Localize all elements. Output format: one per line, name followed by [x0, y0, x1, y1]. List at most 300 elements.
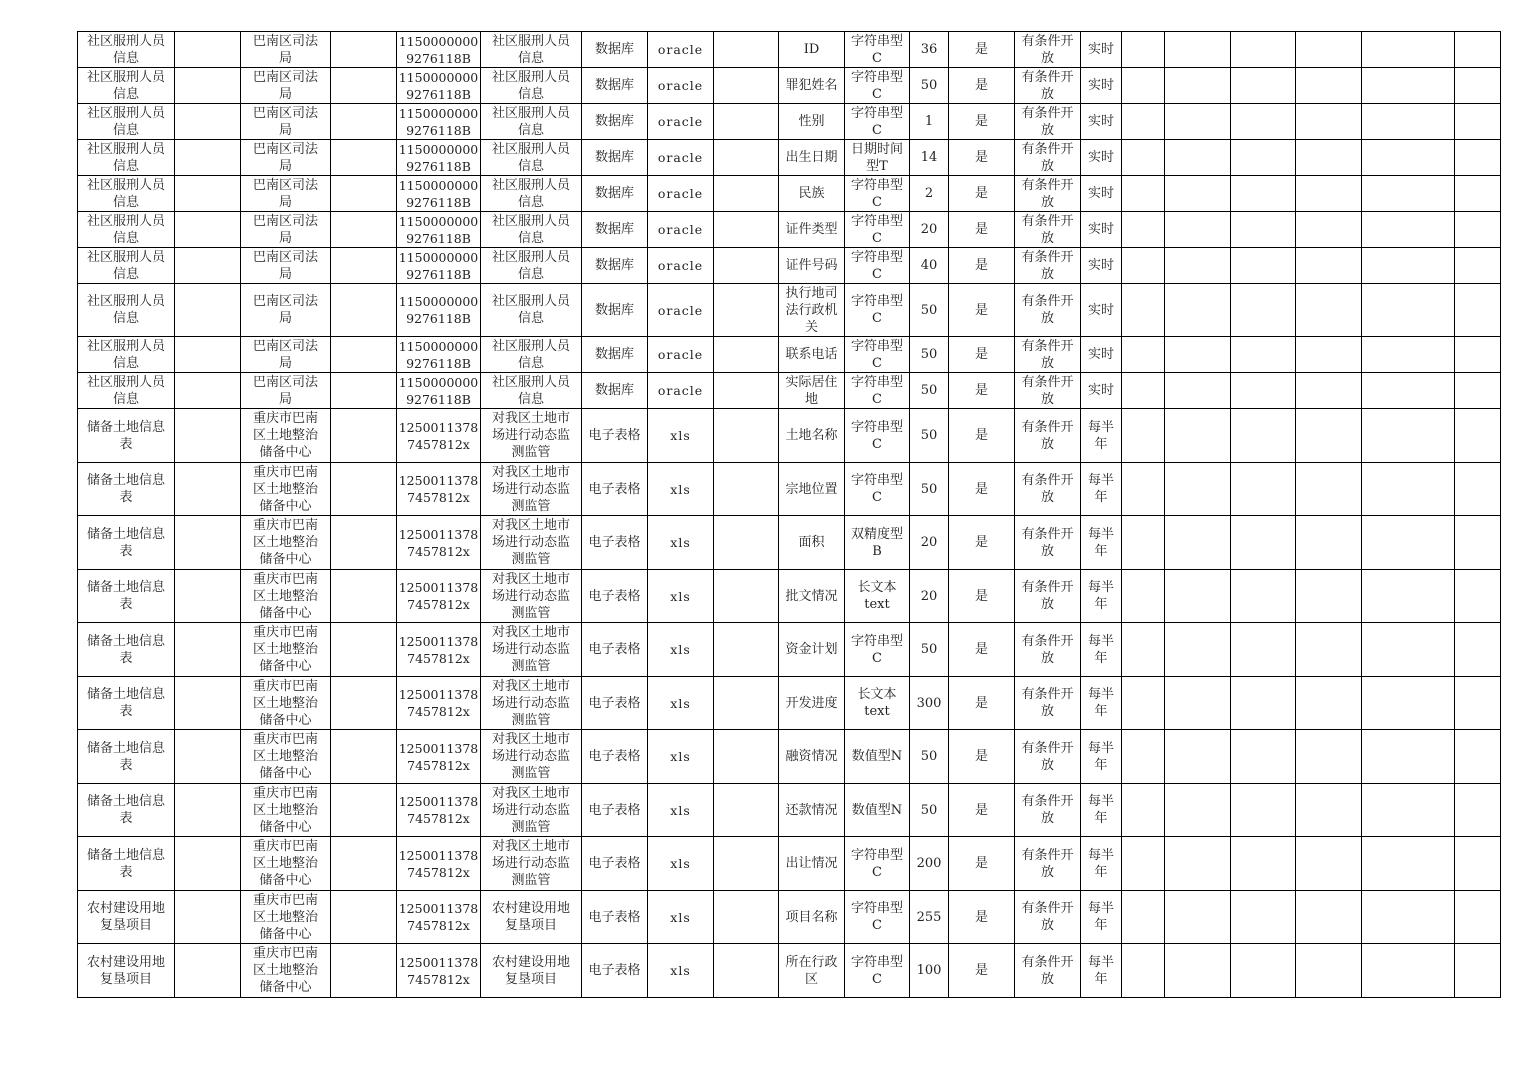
cell-blank-col-b: [175, 570, 241, 623]
cell-field-name: 面积: [779, 516, 845, 570]
cell-field-name: 性别: [779, 104, 845, 140]
cell-update-cycle: 实时: [1081, 32, 1122, 68]
cell-extra-col-r: [1231, 104, 1296, 140]
cell-blank-col-b: [175, 212, 241, 248]
cell-provider-dept: 巴南区司法 局: [241, 373, 331, 409]
cell-extra-col-r: [1231, 140, 1296, 176]
cell-field-name: 开发进度: [779, 677, 845, 730]
cell-field-name: 联系电话: [779, 337, 845, 373]
cell-field-name: 融资情况: [779, 730, 845, 784]
cell-shareable: 是: [949, 784, 1015, 837]
table-row: [78, 212, 1501, 248]
cell-org-code: 1250011378 7457812x: [397, 516, 481, 570]
cell-extra-col-r: [1231, 570, 1296, 623]
cell-blank-col-b: [175, 140, 241, 176]
cell-field-type: 长文本 text: [845, 570, 910, 623]
cell-resource-summary: 社区服刑人员 信息: [481, 212, 582, 248]
cell-extra-col-t: [1362, 248, 1455, 284]
cell-org-code: 1150000000 9276118B: [397, 32, 481, 68]
table-row: [78, 837, 1501, 891]
cell-extra-col-r: [1231, 176, 1296, 212]
cell-resource-name: 社区服刑人员 信息: [78, 68, 175, 104]
cell-org-code: 1150000000 9276118B: [397, 212, 481, 248]
cell-storage-type: 电子表格: [582, 623, 648, 677]
cell-extra-col-t: [1362, 409, 1455, 463]
cell-extra-col-r: [1231, 248, 1296, 284]
cell-update-cycle: 每半 年: [1081, 837, 1122, 891]
cell-open-type: 有条件开 放: [1015, 837, 1081, 891]
cell-extra-col-u: [1455, 68, 1501, 104]
cell-field-type: 字符串型 C: [845, 409, 910, 463]
cell-open-type: 有条件开 放: [1015, 677, 1081, 730]
cell-extra-col-p: [1122, 68, 1165, 104]
cell-field-type: 字符串型 C: [845, 944, 910, 998]
cell-field-name: 批文情况: [779, 570, 845, 623]
cell-resource-name: 储备土地信息 表: [78, 730, 175, 784]
cell-extra-col-s: [1296, 212, 1362, 248]
cell-update-cycle: 每半 年: [1081, 677, 1122, 730]
cell-field-type: 字符串型 C: [845, 373, 910, 409]
cell-open-type: 有条件开 放: [1015, 140, 1081, 176]
cell-resource-summary: 对我区土地市 场进行动态监 测监管: [481, 570, 582, 623]
table-row: [78, 68, 1501, 104]
cell-blank-col-i: [714, 730, 779, 784]
cell-org-code: 1150000000 9276118B: [397, 104, 481, 140]
cell-open-type: 有条件开 放: [1015, 570, 1081, 623]
cell-field-length: 50: [910, 68, 949, 104]
cell-blank-col-d: [331, 944, 397, 998]
cell-provider-dept: 重庆市巴南 区土地整治 储备中心: [241, 463, 331, 516]
cell-blank-col-b: [175, 784, 241, 837]
cell-resource-summary: 社区服刑人员 信息: [481, 248, 582, 284]
cell-storage-type: 数据库: [582, 337, 648, 373]
cell-shareable: 是: [949, 32, 1015, 68]
cell-field-type: 字符串型 C: [845, 891, 910, 944]
cell-resource-summary: 对我区土地市 场进行动态监 测监管: [481, 516, 582, 570]
table-row: [78, 32, 1501, 68]
cell-update-cycle: 实时: [1081, 337, 1122, 373]
cell-open-type: 有条件开 放: [1015, 891, 1081, 944]
cell-resource-summary: 对我区土地市 场进行动态监 测监管: [481, 623, 582, 677]
table-row: [78, 944, 1501, 998]
cell-resource-summary: 社区服刑人员 信息: [481, 373, 582, 409]
cell-resource-summary: 社区服刑人员 信息: [481, 68, 582, 104]
cell-org-code: 1250011378 7457812x: [397, 409, 481, 463]
cell-provider-dept: 巴南区司法 局: [241, 68, 331, 104]
cell-extra-col-u: [1455, 944, 1501, 998]
cell-blank-col-d: [331, 837, 397, 891]
cell-field-name: 罪犯姓名: [779, 68, 845, 104]
cell-field-type: 双精度型 B: [845, 516, 910, 570]
cell-storage-type: 电子表格: [582, 944, 648, 998]
cell-field-length: 14: [910, 140, 949, 176]
cell-shareable: 是: [949, 677, 1015, 730]
cell-field-length: 20: [910, 516, 949, 570]
cell-blank-col-i: [714, 104, 779, 140]
cell-extra-col-s: [1296, 784, 1362, 837]
cell-extra-col-t: [1362, 570, 1455, 623]
cell-extra-col-u: [1455, 891, 1501, 944]
cell-extra-col-s: [1296, 837, 1362, 891]
cell-blank-col-i: [714, 140, 779, 176]
cell-field-type: 字符串型 C: [845, 623, 910, 677]
cell-extra-col-t: [1362, 837, 1455, 891]
cell-format: xls: [648, 409, 714, 463]
cell-storage-type: 数据库: [582, 373, 648, 409]
cell-org-code: 1250011378 7457812x: [397, 730, 481, 784]
table-row: [78, 677, 1501, 730]
cell-extra-col-q: [1165, 104, 1231, 140]
cell-blank-col-d: [331, 463, 397, 516]
cell-extra-col-t: [1362, 463, 1455, 516]
cell-blank-col-d: [331, 248, 397, 284]
cell-extra-col-u: [1455, 623, 1501, 677]
cell-resource-summary: 农村建设用地 复垦项目: [481, 944, 582, 998]
cell-provider-dept: 巴南区司法 局: [241, 284, 331, 337]
cell-provider-dept: 重庆市巴南 区土地整治 储备中心: [241, 570, 331, 623]
cell-resource-summary: 对我区土地市 场进行动态监 测监管: [481, 730, 582, 784]
cell-blank-col-d: [331, 409, 397, 463]
cell-field-type: 字符串型 C: [845, 32, 910, 68]
cell-extra-col-t: [1362, 176, 1455, 212]
cell-open-type: 有条件开 放: [1015, 463, 1081, 516]
cell-blank-col-b: [175, 373, 241, 409]
cell-extra-col-s: [1296, 623, 1362, 677]
cell-extra-col-u: [1455, 516, 1501, 570]
cell-shareable: 是: [949, 284, 1015, 337]
cell-resource-name: 社区服刑人员 信息: [78, 32, 175, 68]
cell-org-code: 1150000000 9276118B: [397, 337, 481, 373]
cell-extra-col-q: [1165, 891, 1231, 944]
cell-format: oracle: [648, 284, 714, 337]
cell-blank-col-i: [714, 176, 779, 212]
cell-resource-summary: 对我区土地市 场进行动态监 测监管: [481, 409, 582, 463]
cell-field-type: 字符串型 C: [845, 284, 910, 337]
cell-blank-col-b: [175, 68, 241, 104]
cell-resource-name: 农村建设用地 复垦项目: [78, 944, 175, 998]
cell-extra-col-t: [1362, 623, 1455, 677]
cell-extra-col-q: [1165, 248, 1231, 284]
cell-open-type: 有条件开 放: [1015, 730, 1081, 784]
cell-blank-col-d: [331, 677, 397, 730]
cell-format: oracle: [648, 140, 714, 176]
cell-update-cycle: 每半 年: [1081, 570, 1122, 623]
cell-format: oracle: [648, 248, 714, 284]
cell-storage-type: 数据库: [582, 176, 648, 212]
table-row: [78, 337, 1501, 373]
cell-extra-col-q: [1165, 284, 1231, 337]
cell-extra-col-r: [1231, 212, 1296, 248]
cell-extra-col-t: [1362, 944, 1455, 998]
cell-shareable: 是: [949, 891, 1015, 944]
cell-org-code: 1150000000 9276118B: [397, 373, 481, 409]
cell-blank-col-i: [714, 516, 779, 570]
cell-extra-col-u: [1455, 140, 1501, 176]
cell-extra-col-q: [1165, 570, 1231, 623]
cell-shareable: 是: [949, 570, 1015, 623]
cell-provider-dept: 巴南区司法 局: [241, 140, 331, 176]
cell-blank-col-b: [175, 248, 241, 284]
cell-blank-col-d: [331, 730, 397, 784]
cell-extra-col-t: [1362, 140, 1455, 176]
cell-extra-col-u: [1455, 212, 1501, 248]
cell-blank-col-b: [175, 32, 241, 68]
cell-field-length: 100: [910, 944, 949, 998]
cell-blank-col-b: [175, 730, 241, 784]
cell-extra-col-r: [1231, 337, 1296, 373]
cell-update-cycle: 实时: [1081, 68, 1122, 104]
table-row: [78, 570, 1501, 623]
cell-provider-dept: 重庆市巴南 区土地整治 储备中心: [241, 944, 331, 998]
cell-extra-col-u: [1455, 784, 1501, 837]
cell-extra-col-u: [1455, 284, 1501, 337]
cell-provider-dept: 巴南区司法 局: [241, 176, 331, 212]
cell-blank-col-b: [175, 837, 241, 891]
cell-org-code: 1150000000 9276118B: [397, 248, 481, 284]
cell-field-length: 2: [910, 176, 949, 212]
cell-blank-col-d: [331, 32, 397, 68]
cell-extra-col-q: [1165, 837, 1231, 891]
cell-extra-col-s: [1296, 32, 1362, 68]
cell-blank-col-b: [175, 284, 241, 337]
cell-provider-dept: 重庆市巴南 区土地整治 储备中心: [241, 623, 331, 677]
cell-extra-col-s: [1296, 891, 1362, 944]
table-row: [78, 730, 1501, 784]
cell-extra-col-p: [1122, 409, 1165, 463]
cell-format: xls: [648, 730, 714, 784]
cell-blank-col-d: [331, 784, 397, 837]
cell-extra-col-p: [1122, 140, 1165, 176]
cell-format: xls: [648, 784, 714, 837]
table-row: [78, 284, 1501, 337]
cell-blank-col-b: [175, 944, 241, 998]
cell-blank-col-d: [331, 570, 397, 623]
cell-extra-col-q: [1165, 516, 1231, 570]
cell-open-type: 有条件开 放: [1015, 104, 1081, 140]
cell-resource-summary: 对我区土地市 场进行动态监 测监管: [481, 837, 582, 891]
cell-field-name: 证件号码: [779, 248, 845, 284]
cell-storage-type: 电子表格: [582, 730, 648, 784]
cell-org-code: 1250011378 7457812x: [397, 784, 481, 837]
cell-update-cycle: 实时: [1081, 104, 1122, 140]
cell-extra-col-r: [1231, 284, 1296, 337]
cell-blank-col-b: [175, 409, 241, 463]
cell-format: xls: [648, 837, 714, 891]
cell-blank-col-i: [714, 337, 779, 373]
cell-extra-col-t: [1362, 337, 1455, 373]
cell-field-length: 50: [910, 284, 949, 337]
cell-storage-type: 电子表格: [582, 891, 648, 944]
cell-provider-dept: 重庆市巴南 区土地整治 储备中心: [241, 837, 331, 891]
cell-field-name: 资金计划: [779, 623, 845, 677]
cell-provider-dept: 巴南区司法 局: [241, 337, 331, 373]
cell-extra-col-u: [1455, 837, 1501, 891]
cell-shareable: 是: [949, 176, 1015, 212]
cell-blank-col-b: [175, 623, 241, 677]
cell-open-type: 有条件开 放: [1015, 784, 1081, 837]
cell-shareable: 是: [949, 337, 1015, 373]
cell-blank-col-d: [331, 623, 397, 677]
cell-update-cycle: 每半 年: [1081, 784, 1122, 837]
cell-field-name: ID: [779, 32, 845, 68]
cell-field-type: 长文本 text: [845, 677, 910, 730]
cell-storage-type: 数据库: [582, 212, 648, 248]
cell-provider-dept: 重庆市巴南 区土地整治 储备中心: [241, 409, 331, 463]
cell-blank-col-i: [714, 891, 779, 944]
cell-shareable: 是: [949, 944, 1015, 998]
cell-extra-col-u: [1455, 677, 1501, 730]
cell-resource-name: 社区服刑人员 信息: [78, 104, 175, 140]
cell-shareable: 是: [949, 463, 1015, 516]
cell-extra-col-p: [1122, 463, 1165, 516]
cell-extra-col-t: [1362, 730, 1455, 784]
cell-extra-col-t: [1362, 516, 1455, 570]
cell-extra-col-r: [1231, 373, 1296, 409]
table-row: [78, 176, 1501, 212]
cell-blank-col-b: [175, 891, 241, 944]
cell-blank-col-i: [714, 68, 779, 104]
cell-update-cycle: 实时: [1081, 248, 1122, 284]
cell-provider-dept: 巴南区司法 局: [241, 212, 331, 248]
cell-extra-col-q: [1165, 68, 1231, 104]
cell-provider-dept: 巴南区司法 局: [241, 104, 331, 140]
cell-blank-col-i: [714, 248, 779, 284]
cell-resource-name: 储备土地信息 表: [78, 784, 175, 837]
cell-field-length: 50: [910, 409, 949, 463]
cell-resource-name: 社区服刑人员 信息: [78, 337, 175, 373]
cell-blank-col-i: [714, 284, 779, 337]
table-row: [78, 104, 1501, 140]
cell-extra-col-s: [1296, 944, 1362, 998]
cell-extra-col-u: [1455, 463, 1501, 516]
table-row: [78, 516, 1501, 570]
cell-provider-dept: 巴南区司法 局: [241, 32, 331, 68]
cell-field-length: 20: [910, 212, 949, 248]
cell-resource-name: 社区服刑人员 信息: [78, 248, 175, 284]
cell-org-code: 1150000000 9276118B: [397, 140, 481, 176]
cell-field-length: 20: [910, 570, 949, 623]
cell-extra-col-q: [1165, 677, 1231, 730]
cell-extra-col-p: [1122, 337, 1165, 373]
cell-extra-col-q: [1165, 337, 1231, 373]
cell-extra-col-s: [1296, 284, 1362, 337]
cell-field-name: 土地名称: [779, 409, 845, 463]
cell-resource-name: 社区服刑人员 信息: [78, 212, 175, 248]
cell-resource-name: 社区服刑人员 信息: [78, 176, 175, 212]
cell-open-type: 有条件开 放: [1015, 68, 1081, 104]
cell-update-cycle: 实时: [1081, 212, 1122, 248]
cell-field-type: 字符串型 C: [845, 337, 910, 373]
cell-storage-type: 电子表格: [582, 837, 648, 891]
cell-extra-col-s: [1296, 730, 1362, 784]
cell-field-length: 50: [910, 373, 949, 409]
cell-extra-col-s: [1296, 677, 1362, 730]
cell-blank-col-d: [331, 373, 397, 409]
cell-extra-col-u: [1455, 248, 1501, 284]
cell-field-name: 还款情况: [779, 784, 845, 837]
cell-org-code: 1250011378 7457812x: [397, 891, 481, 944]
cell-extra-col-s: [1296, 140, 1362, 176]
cell-field-type: 字符串型 C: [845, 68, 910, 104]
cell-field-length: 255: [910, 891, 949, 944]
cell-blank-col-i: [714, 32, 779, 68]
cell-extra-col-s: [1296, 570, 1362, 623]
cell-blank-col-i: [714, 570, 779, 623]
cell-resource-summary: 社区服刑人员 信息: [481, 104, 582, 140]
cell-extra-col-p: [1122, 944, 1165, 998]
table-row: [78, 784, 1501, 837]
cell-storage-type: 数据库: [582, 248, 648, 284]
cell-field-name: 执行地司 法行政机 关: [779, 284, 845, 337]
cell-shareable: 是: [949, 730, 1015, 784]
cell-resource-name: 储备土地信息 表: [78, 409, 175, 463]
cell-field-name: 项目名称: [779, 891, 845, 944]
cell-update-cycle: 实时: [1081, 373, 1122, 409]
cell-extra-col-q: [1165, 730, 1231, 784]
cell-shareable: 是: [949, 409, 1015, 463]
cell-extra-col-u: [1455, 176, 1501, 212]
cell-storage-type: 数据库: [582, 104, 648, 140]
cell-extra-col-q: [1165, 784, 1231, 837]
cell-format: oracle: [648, 373, 714, 409]
cell-extra-col-p: [1122, 623, 1165, 677]
cell-update-cycle: 每半 年: [1081, 623, 1122, 677]
cell-format: xls: [648, 623, 714, 677]
cell-storage-type: 数据库: [582, 284, 648, 337]
cell-resource-name: 储备土地信息 表: [78, 570, 175, 623]
cell-blank-col-b: [175, 337, 241, 373]
cell-extra-col-r: [1231, 516, 1296, 570]
cell-format: oracle: [648, 32, 714, 68]
cell-resource-name: 储备土地信息 表: [78, 516, 175, 570]
cell-blank-col-b: [175, 463, 241, 516]
cell-extra-col-u: [1455, 104, 1501, 140]
cell-field-type: 数值型N: [845, 784, 910, 837]
cell-blank-col-i: [714, 944, 779, 998]
cell-blank-col-i: [714, 837, 779, 891]
cell-extra-col-p: [1122, 730, 1165, 784]
cell-extra-col-r: [1231, 32, 1296, 68]
cell-field-name: 宗地位置: [779, 463, 845, 516]
cell-format: xls: [648, 463, 714, 516]
cell-extra-col-r: [1231, 677, 1296, 730]
cell-shareable: 是: [949, 68, 1015, 104]
cell-org-code: 1250011378 7457812x: [397, 837, 481, 891]
cell-provider-dept: 重庆市巴南 区土地整治 储备中心: [241, 677, 331, 730]
cell-field-length: 1: [910, 104, 949, 140]
cell-extra-col-s: [1296, 516, 1362, 570]
cell-resource-name: 社区服刑人员 信息: [78, 284, 175, 337]
cell-field-name: 出生日期: [779, 140, 845, 176]
cell-provider-dept: 重庆市巴南 区土地整治 储备中心: [241, 516, 331, 570]
cell-resource-name: 储备土地信息 表: [78, 463, 175, 516]
cell-extra-col-q: [1165, 32, 1231, 68]
cell-field-type: 字符串型 C: [845, 104, 910, 140]
cell-extra-col-r: [1231, 68, 1296, 104]
cell-extra-col-r: [1231, 784, 1296, 837]
cell-format: xls: [648, 677, 714, 730]
cell-resource-name: 储备土地信息 表: [78, 623, 175, 677]
cell-provider-dept: 重庆市巴南 区土地整治 储备中心: [241, 784, 331, 837]
cell-extra-col-s: [1296, 68, 1362, 104]
cell-extra-col-q: [1165, 409, 1231, 463]
table-row: [78, 463, 1501, 516]
cell-extra-col-q: [1165, 176, 1231, 212]
cell-shareable: 是: [949, 516, 1015, 570]
cell-extra-col-s: [1296, 176, 1362, 212]
cell-extra-col-r: [1231, 730, 1296, 784]
cell-shareable: 是: [949, 104, 1015, 140]
